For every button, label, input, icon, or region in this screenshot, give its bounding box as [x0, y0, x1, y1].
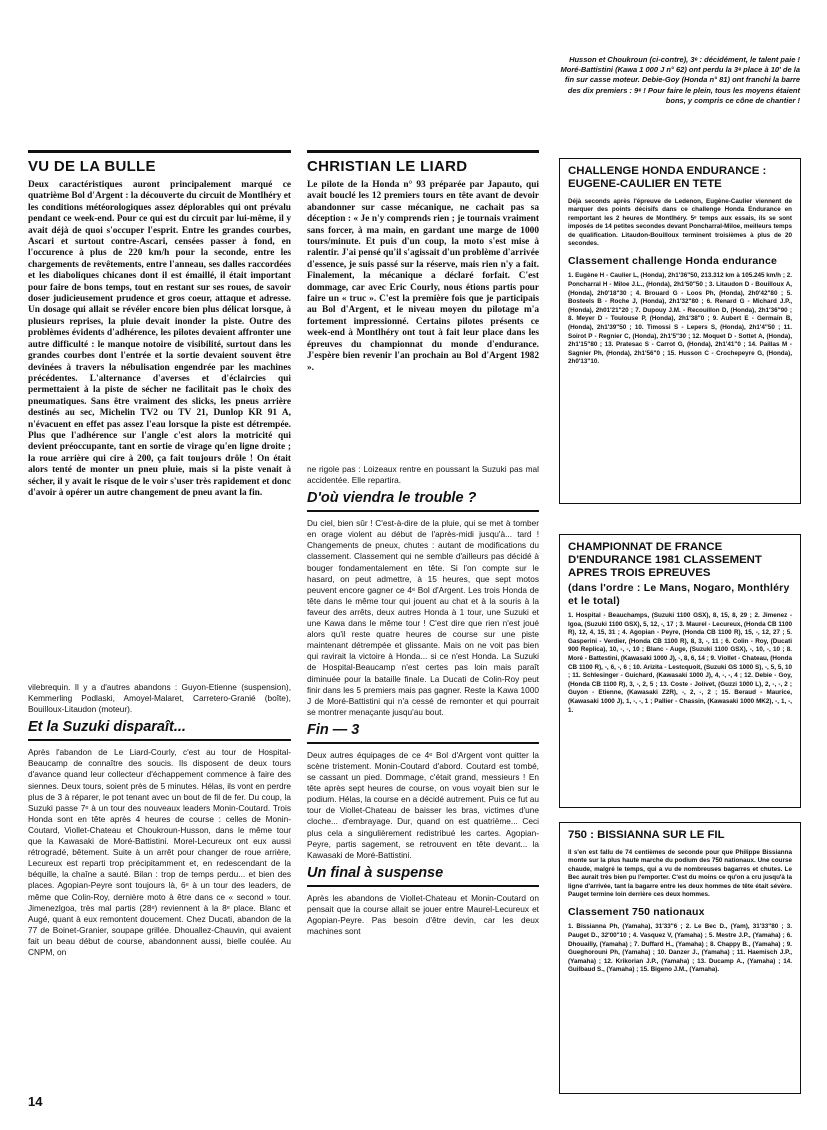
- section-body: Après les abandons de Viollet-Chateau et Monin-Coutard on pensait que la course allait se jouer entre Maurel-Lecureux et Agopian-Peyre. Pas besoin d'être devin, car les deux machines sont: [307, 892, 539, 937]
- section-heading: Un final à suspense: [307, 864, 444, 881]
- page-number: 14: [28, 1094, 43, 1109]
- article-trouble: [307, 464, 539, 937]
- box-results: 1. Bissianna Ph, (Yamaha), 31'33"6 ; 2. Le Bec D., (Yam), 31'33"80 ; 3. Pauget D., 32'00"10 ; 4. Vasquez V, (Yamaha) ; 5. Mestre J.P., (Yamaha) ; 6. Dhouailly, (Yamaha) ; 7. Duffard H., (Yamaha) ; 8. Chappy B., (Yamaha) ; 9. Gueghorouni Ph, (Yamaha) ; 10. Danzer J., (Yamaha) ; 11. Haemisch J.P., (Yamaha) ; 12. Krikorian J.P., (Yamaha) ; 13. Ducamp A., (Yamaha) ; 14. Guilbaud S., (Yamaha) ; 15. Bigeno J.M., (Yamaha).: [568, 923, 792, 974]
- article-title: VU DE LA BULLE: [28, 158, 156, 175]
- article-suzuki: [28, 682, 291, 958]
- box-title: CHAMPIONNAT DE FRANCE D'ENDURANCE 1981 CLASSEMENT APRES TROIS EPREUVES: [568, 541, 762, 579]
- box-title: CHALLENGE HONDA ENDURANCE : EUGENE-CAULIER EN TETE: [568, 165, 767, 190]
- article-body: Deux caractéristiques auront principalement marqué ce quatrième Bol d'Argent : la découverte du circuit de Montlhéry et les conditions météorologiques assez déplorables qui ont prévalu pendant ce week-end. Pour ce qui est du circuit par lui-même, il y avait déjà de quoi s'occuper l'esprit. Entre les grandes courbes, Ascari et surtout contre-Ascari, censées passer à fond, en l'occurence à plus de 220 km/h pour la seconde, entre les chargements de revêtements, entre l'anneau, ses dalles raccordées et les diaboliques chicanes dont il est émaillé, il était important pour faire de bons temps, tout en restant sur ses roues, de savoir doser judicieusement prudence et gros coeur, attaque et adresse. Un dosage qui allait se révéler encore bien plus délicat lorsque, à plusieurs reprises, la pluie devait inonder la piste. Outre des problèmes évidents d'adhérence, les pilotes devaient affronter une autre difficulté : le manque notoire de visibilité, surtout dans les grandes courbes dont l'entrée et la sortie devaient souvent être devinées à travers la nébulisation engendrée par les machines précédentes. L'alternance d'averses et d'éclaircies qui permettaient à la piste de sécher ne facilitait pas le choix des pneumatiques. Sans être vraiment des slicks, les pneus arrière destinés au sec, Michelin TV2 ou TV 21, Dunlop KR 91 A, n'évacuent en effet pas assez l'eau lorsque la piste est détrempée. Plus que l'adhérence sur l'angle c'est alors la motricité qui devient préoccupante, tant en sortie de virage qu'en ligne droite ; la roue arrière qui cire à 200, ça fait toujours drôle ! On était alors tenté de monter un pneu pluie, mais si la piste venait à sécher, il y avait le risque de le voir s'user très rapidement et donc d'avoir à opérer un autre changement de pneu avant la fin.: [28, 180, 291, 498]
- box-title: 750 : BISSIANNA SUR LE FIL: [568, 829, 725, 841]
- heading-rule: [307, 510, 539, 512]
- section-heading: Et la Suzuki disparaît...: [28, 719, 186, 736]
- box-subtitle: Classement challenge Honda endurance: [568, 255, 778, 268]
- box-results: 1. Hospital - Beauchamps, (Suzuki 1100 GSX), 8, 15, 8, 29 ; 2. Jimenez - Igoa, (Suzuki 1100 GSX), 5, 12, -, 17 ; 3. Maurel - Lecureux, (Honda CB 1100 R), 12, 4, 15, 31 ; 4. Agopian - Peyre, (Honda CB 1100 R), 15, -, 12, 27 ; 5. Gasperini - Verdier, (Honda CB 1100 R), 8, 3, -, 11 ; 6. Colin - Roy, (Ducati 900 Replica), 10, -, -, 10 ; Blanc - Auge, (Suzuki 1100 GSX), -, 10, -, 10 ; 8. Moré - Battestini, (Kawasaki 1000 J), -, 8, 6, 14 ; 9. Viollet - Chateau, (Honda CB 1100 R), -, 6, -, 6 ; 10. Arizita - Lestcquoit, (Suzuki GS 1000 S), -, 5, 5, 10 ; 11. Schlesinger - Guichard, (Kawasaki 1000 J), 4, -, -, 4 ; 12. Debie - Goy, (Honda CB 1100 R), 3, -, 2, 5 ; 13. Coste - Jolivet, (Guzzi 1000 L), 2, -, -, 2 ; Guyon - Etienne, (Kawasaki Z2R), -, 2, -, 2 ; 15. Beraud - Maurice, (Kawasaki 1000 J), 1, -, -, 1 ; Pallier - Chassin, (Kawasaki 1000 MK2), -, 1, -, 1.: [568, 612, 792, 714]
- top-rule: [307, 150, 539, 153]
- section-body: Après l'abandon de Le Liard-Courly, c'est au tour de Hospital-Beaucamp de connaître des soucis. Ils disposent de deux tours d'avance quand leur collecteur d'échappement commence à faire des siennes. Deux tours, soient près de 5 minutes. Hélas, ils vont en perdre plus de 3 à réparer, le pot tenant avec un bout de fil de fer. Du coup, la Suzuki passe 7ᵉ à un tour des nouveaux leaders Monin-Coutard. Trois Honda sont en tête après 4 heures de course : celles de Monin-Coutard, Viollet-Chateau et Choukroun-Husson, dans le même tour que la Kawasaki de Moré-Battistini. Morel-Lecureux ont eux aussi rétrogradé, bêtement. Suite à un arrêt pour changer de roue arrière, Lecureux est reparti trop précipitamment et, en redescendant de la béquille, la chaîne a sauté. Bilan : trop de temps perdu... et bien des places. Agopian-Peyre sont toujours là, 6ᵉ à un tour des leaders, de même que Colin-Roy, dernière moto à être dans ce « second » tour. Jimenezlgoa, très mal partis (28ᵉ) reviennent à la 8ᵉ place. Blanc et Augé, quant à eux remontent doucement. Chez Ducati, abandon de la 77 de Boinet-Granier, soupape grillée. Dhouallez-Chauvin, qui avaient fait un beau début de course, abandonnent aussi, bielle coulée. Au CNPM, on: [28, 747, 291, 957]
- continuation-text: vilebrequin. Il y a d'autres abandons : Guyon-Etienne (suspension), Kemmerling Podlaski, Amoyel-Malaret, Carretero-Granié (boîte), Bouilloux-Litaudon (moteur).: [28, 682, 291, 715]
- box-championnat-endurance: [559, 534, 801, 808]
- box-750-bissianna: [559, 822, 801, 1094]
- box-intro: Déjà seconds après l'épreuve de Ledenon, Eugène-Caulier viennent de marquer des points décisifs dans ce challenge Honda Endurance en remportant les 2 heures de Montlhéry. 5ᵉ temps aux essais, ils se sont imposés de 14 petites secondes devant Poncharral-Miloe, meilleurs temps de qualification. Litaudon-Bouilloux terminent troisièmes à plus de 20 secondes.: [568, 198, 792, 248]
- box-subtitle: (dans l'ordre : Le Mans, Nogaro, Monthléry et le total): [568, 582, 790, 607]
- heading-rule: [307, 885, 539, 887]
- heading-rule: [307, 742, 539, 744]
- box-subtitle: Classement 750 nationaux: [568, 906, 705, 919]
- section-heading: Fin — 3: [307, 721, 360, 738]
- top-rule: [28, 150, 291, 153]
- section-heading: D'où viendra le trouble ?: [307, 490, 477, 507]
- photo-caption: Husson et Choukroun (ci-contre), 3ᵉ : décidément, le talent paie ! Moré-Battistini (Kawa 1 000 J n° 62) ont perdu la 3ᵉ place à 10' de la fin sur casse moteur. Debie-Goy (Honda n° 81) ont franchi la barre des dix premiers : 9ᵉ ! Pour faire le plein, tous les moyens étaient bons, y compris ce cône de chantier !: [560, 55, 800, 105]
- box-intro: Il s'en est fallu de 74 centièmes de seconde pour que Philippe Bissianna monte sur la plus haute marche du podium des 750 nationaux. Une course chaude, malgré le temps, qui a vu de nombreuses bagarres et chutes. Le Bec aurait très bien pu l'emporter. C'est du moins ce qu'on a cru jusqu'à la ligne d'arrivée, tant la bagarre entre les deux hommes de tête était sévère. Pauget termine loin derrière ces deux hommes.: [568, 849, 792, 899]
- article-vu-de-la-bulle: [28, 150, 291, 499]
- section-body: Deux autres équipages de ce 4ᵉ Bol d'Argent vont quitter la scène tristement. Monin-Coutard d'abord. Coutard est tombé, se cassant un pied. Dommage, c'était grand, messieurs ! En tête après sept heures de course, on vous voyait bien sur le podium. Hélas, la course en a décidé autrement. Puis ce fut au tour de Viollet-Chateau de baisser les bras, victimes d'une cloche... d'embrayage. Dur, quand on est quatrième... Ceci plus cela a singulièrement redistribué les cartes. Agopian-Peyre, partis sagement, se retrouvent en tête devant... la Kawasaki de Moré-Battistini.: [307, 749, 539, 860]
- heading-rule: [28, 739, 291, 741]
- box-challenge-honda: [559, 158, 801, 504]
- article-christian-le-liard: [307, 150, 539, 374]
- article-body: Le pilote de la Honda n° 93 préparée par Japauto, qui avait bouclé les 12 premiers tours en tête avant de devoir abandonner sur casse mécanique, ne cachait pas sa déception : « Je n'y comprends rien ; je tournais vraiment sans forcer, à ma main, en gardant une marge de 1000 tours/minute. Et puis d'un coup, la moto s'est mise à ralentir. J'ai pensé qu'il s'agissait d'un problème d'arrivée d'essence, je suis passé sur la réserve, mais rien n'y a fait. Finalement, la mécanique a déclaré forfait. C'est dommage, car avec Eric Courly, nous étions partis pour faire un « truc ». C'est la première fois que je participais au Bol d'Argent, et le niveau moyen du pilotage m'a fortement impressionné. Certains pilotes présents ce week-end à Montlhéry ont tout à fait leur place dans les épreuves du championnat du monde d'endurance. J'espère bien revenir l'an prochain au Bol d'Argent 1982 ».: [307, 180, 539, 373]
- continuation-text: ne rigole pas : Loizeaux rentre en poussant la Suzuki pas mal accidentée. Elle repartira.: [307, 464, 539, 486]
- box-results: 1. Eugène H - Caulier L, (Honda), 2h1'36"50, 213.312 km à 105.245 km/h ; 2. Poncharral H - Miloe J.L., (Honda), 2h1'50"50 ; 3. Litaudon D - Bouilloux A, (Honda), 2h0'18"30 ; 4. Brouard G - Loos Ph, (Honda), 2h0'42"80 ; 5. Bosteels B - Roche J, (Honda), 2h1'32"80 ; 6. Renard G - Michard J.P., (Honda), 2h01'21"20 ; 7. Dupouy J.M. - Recouillon D, (Honda), 2h1'36"90 ; 8. Meyer D - Toulouse P, (Honda), 2h1'38"0 ; 9. Aubert E - Germain B, (Honda), 2h1'39"50 ; 10. Timossi S - Lepers S, (Honda), 2h1'4"50 ; 11. Soirot P - Regnier C, (Honda), 2h1'5"30 ; 12. Moquet D - Sottet A, (Honda), 2h1'15"80 ; 13. Pratesac S - Carrot G, (Honda), 2h1'41"0 ; 14. Paillas M - Sagnier Ph, (Honda), 2h1'56"0 ; 15. Husson C - Crochepeyre G, (Honda), 2h0'13"10.: [568, 272, 792, 366]
- article-title: CHRISTIAN LE LIARD: [307, 158, 468, 175]
- section-body: Du ciel, bien sûr ! C'est-à-dire de la pluie, qui se met à tomber en orage violent au début de l'après-midi jusqu'à... tard ! Changements de pneux, chutes : autant de modifications du classement. Classement qui ne semble d'ailleurs pas décidé à bouger fondamentalement en tête. Si l'on compte sur le hasard, on peut admettre, à 15 heures, que sept motos peuvent encore gagner ce 4ᵉ Bol d'Argent. Les trois Honda de tête dans le même tour qui jouent au chat et à la souris à la faveur des arrêts, deux autres Honda à 1 tour, une Suzuki et une Kawa dans le même tour ! C'est dire que rien n'est joué alors qu'il reste quatre heures de course sur une piste maintenant détrempée et glissante. Mais on ne voit pas bien qui ravirait la victoire à Honda... si ce n'est Honda. La Suzuki de Hospital-Beaucamp n'est certes pas loin mais paraît diminuée pour la bataille finale. La Ducati de Colin-Roy peut finir dans les 5 premiers mais pas gagner. Reste la Kawa 1000 J de Moré-Battistini qui n'a cessé de remonter et qui pourrait se montrer menaçante jusqu'au bout.: [307, 518, 539, 717]
